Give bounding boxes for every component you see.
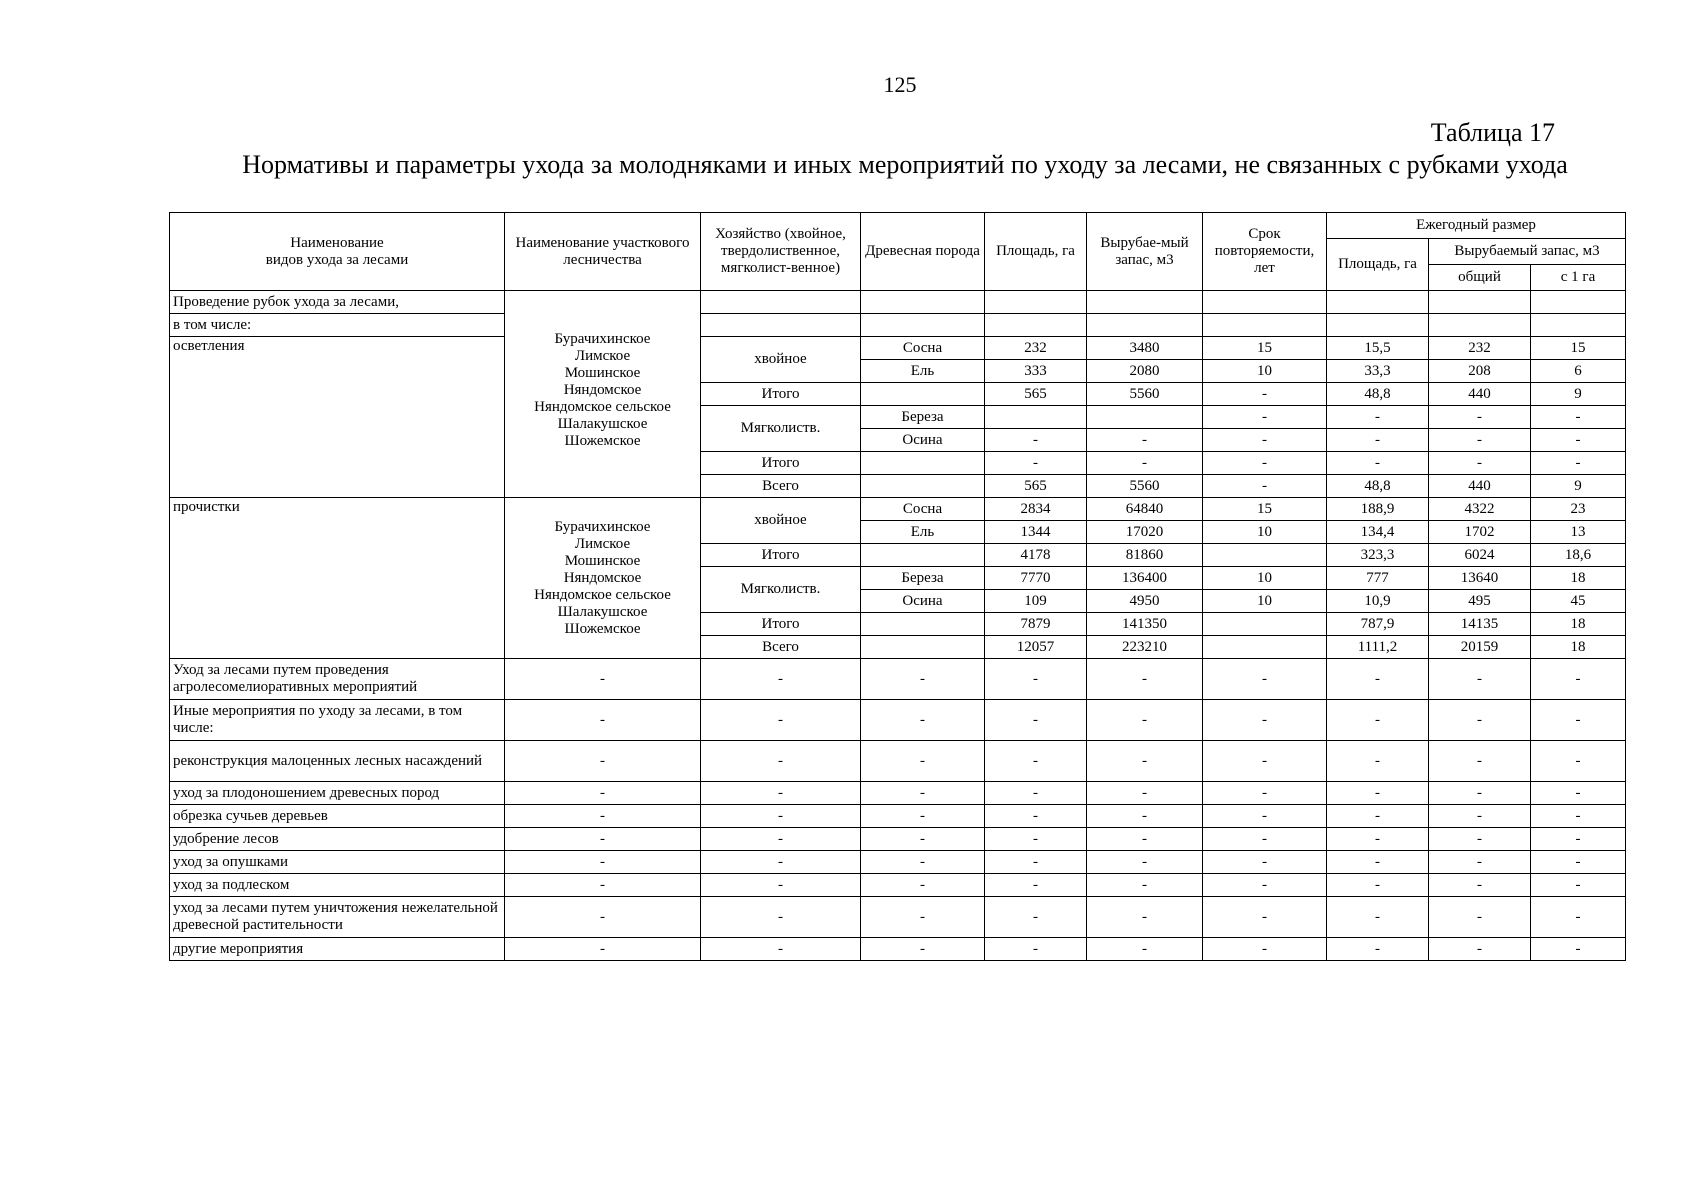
value-cell: 18 — [1531, 613, 1626, 636]
value-cell: - — [1087, 828, 1203, 851]
value-cell: - — [1327, 805, 1429, 828]
value-cell: - — [1087, 700, 1203, 741]
value-cell: 208 — [1429, 360, 1531, 383]
species-cell: Ель — [861, 521, 985, 544]
value-cell: 1344 — [985, 521, 1087, 544]
value-cell: 4950 — [1087, 590, 1203, 613]
value-cell: 45 — [1531, 590, 1626, 613]
value-cell: - — [1429, 874, 1531, 897]
value-cell: 14135 — [1429, 613, 1531, 636]
value-cell: 2834 — [985, 498, 1087, 521]
value-cell: 232 — [1429, 337, 1531, 360]
value-cell: 10 — [1203, 360, 1327, 383]
value-cell: - — [1087, 851, 1203, 874]
value-cell: 6024 — [1429, 544, 1531, 567]
value-cell: - — [701, 659, 861, 700]
value-cell: - — [985, 782, 1087, 805]
value-cell: 223210 — [1087, 636, 1203, 659]
value-cell: - — [985, 429, 1087, 452]
table-row — [170, 337, 1626, 360]
value-cell: 3480 — [1087, 337, 1203, 360]
value-cell: - — [505, 938, 701, 961]
value-cell: - — [1429, 406, 1531, 429]
value-cell: 13 — [1531, 521, 1626, 544]
species-cell: Осина — [861, 429, 985, 452]
table-cell — [1531, 314, 1626, 337]
species-cell — [861, 475, 985, 498]
value-cell — [1203, 613, 1327, 636]
value-cell: 15 — [1203, 498, 1327, 521]
species-cell: Береза — [861, 406, 985, 429]
header-period: Срок повторяемости, лет — [1203, 213, 1327, 291]
row-label: Проведение рубок ухода за лесами, — [170, 291, 505, 314]
value-cell: - — [1531, 429, 1626, 452]
species-cell — [861, 544, 985, 567]
row-label: Уход за лесами путем проведения агролесомелиоративных мероприятий — [170, 659, 505, 700]
value-cell: 188,9 — [1327, 498, 1429, 521]
table-title: Нормативы и параметры ухода за молодняками и иных мероприятий по уходу за лесами, не связанных с рубками ухода — [242, 150, 1568, 179]
value-cell: - — [1429, 659, 1531, 700]
table-cell — [1327, 291, 1429, 314]
header-annual: Ежегодный размер — [1327, 213, 1626, 239]
value-cell: - — [701, 741, 861, 782]
value-cell: - — [1203, 897, 1327, 938]
value-cell: - — [1203, 851, 1327, 874]
value-cell: 9 — [1531, 383, 1626, 406]
value-cell: - — [701, 851, 861, 874]
value-cell: - — [1203, 475, 1327, 498]
value-cell: - — [1531, 851, 1626, 874]
value-cell: 18 — [1531, 636, 1626, 659]
header-farm: Хозяйство (хвойное, твердолиственное, мягколист-венное) — [701, 213, 861, 291]
table-row — [170, 874, 1626, 897]
value-cell: - — [985, 741, 1087, 782]
value-cell: - — [1327, 700, 1429, 741]
value-cell: - — [1087, 938, 1203, 961]
value-cell: 6 — [1531, 360, 1626, 383]
value-cell: - — [985, 452, 1087, 475]
value-cell: 18,6 — [1531, 544, 1626, 567]
value-cell: 15,5 — [1327, 337, 1429, 360]
forest-care-table — [169, 212, 1626, 961]
value-cell: - — [701, 938, 861, 961]
value-cell: 33,3 — [1327, 360, 1429, 383]
value-cell: 1111,2 — [1327, 636, 1429, 659]
value-cell: 23 — [1531, 498, 1626, 521]
header-name: Наименование видов ухода за лесами — [170, 213, 505, 291]
value-cell: 4178 — [985, 544, 1087, 567]
value-cell: - — [1087, 805, 1203, 828]
value-cell: - — [861, 828, 985, 851]
value-cell: - — [1531, 828, 1626, 851]
value-cell: - — [1531, 452, 1626, 475]
value-cell: - — [1203, 429, 1327, 452]
value-cell: 7770 — [985, 567, 1087, 590]
value-cell: 136400 — [1087, 567, 1203, 590]
row-label: уход за опушками — [170, 851, 505, 874]
header-area: Площадь, га — [985, 213, 1087, 291]
subtotal-label: Итого — [701, 452, 861, 475]
table-cell — [1531, 291, 1626, 314]
value-cell: - — [1087, 741, 1203, 782]
row-label: удобрение лесов — [170, 828, 505, 851]
value-cell: - — [505, 659, 701, 700]
table-cell — [1203, 291, 1327, 314]
value-cell: - — [1531, 938, 1626, 961]
table-cell — [1429, 314, 1531, 337]
value-cell: - — [1087, 897, 1203, 938]
value-cell: - — [861, 874, 985, 897]
value-cell: - — [1531, 741, 1626, 782]
farm-cell: Мягколиств. — [701, 406, 861, 452]
table-cell — [1203, 314, 1327, 337]
value-cell: 7879 — [985, 613, 1087, 636]
value-cell: - — [985, 659, 1087, 700]
value-cell: 232 — [985, 337, 1087, 360]
value-cell: - — [1203, 874, 1327, 897]
value-cell: - — [861, 782, 985, 805]
species-cell — [861, 383, 985, 406]
value-cell: 48,8 — [1327, 383, 1429, 406]
value-cell: 10 — [1203, 590, 1327, 613]
value-cell: - — [1327, 897, 1429, 938]
header-forestry: Наименование участкового лесничества — [505, 213, 701, 291]
farm-cell: хвойное — [701, 498, 861, 544]
value-cell: - — [861, 805, 985, 828]
species-cell: Сосна — [861, 498, 985, 521]
value-cell: 777 — [1327, 567, 1429, 590]
value-cell: 134,4 — [1327, 521, 1429, 544]
value-cell: - — [985, 805, 1087, 828]
header-species: Древесная порода — [861, 213, 985, 291]
value-cell: - — [1429, 851, 1531, 874]
subtotal-label: Итого — [701, 383, 861, 406]
value-cell: - — [505, 700, 701, 741]
row-label: прочистки — [170, 498, 505, 659]
value-cell: - — [1531, 700, 1626, 741]
header-per-ha: с 1 га — [1531, 265, 1626, 291]
value-cell: - — [1327, 938, 1429, 961]
value-cell: - — [1203, 406, 1327, 429]
value-cell: - — [505, 851, 701, 874]
value-cell: - — [505, 741, 701, 782]
table-cell — [1327, 314, 1429, 337]
value-cell — [1087, 406, 1203, 429]
row-label: осветления — [170, 337, 505, 498]
species-cell: Осина — [861, 590, 985, 613]
value-cell: - — [1203, 700, 1327, 741]
row-label: уход за подлеском — [170, 874, 505, 897]
value-cell: - — [1327, 741, 1429, 782]
value-cell: 12057 — [985, 636, 1087, 659]
table-row — [170, 938, 1626, 961]
species-cell — [861, 452, 985, 475]
value-cell: - — [1327, 874, 1429, 897]
value-cell: - — [1327, 851, 1429, 874]
table-row — [170, 782, 1626, 805]
value-cell: - — [1087, 659, 1203, 700]
value-cell: 333 — [985, 360, 1087, 383]
value-cell: 323,3 — [1327, 544, 1429, 567]
value-cell: - — [1203, 782, 1327, 805]
value-cell: - — [1429, 782, 1531, 805]
table-row — [170, 828, 1626, 851]
table-cell — [701, 291, 861, 314]
value-cell: - — [985, 874, 1087, 897]
value-cell: 64840 — [1087, 498, 1203, 521]
value-cell: 13640 — [1429, 567, 1531, 590]
table-row — [170, 659, 1626, 700]
table-row — [170, 897, 1626, 938]
row-label: уход за плодоношением древесных пород — [170, 782, 505, 805]
table-row — [170, 805, 1626, 828]
value-cell: 109 — [985, 590, 1087, 613]
value-cell: 5560 — [1087, 383, 1203, 406]
table-cell — [1087, 314, 1203, 337]
species-cell: Сосна — [861, 337, 985, 360]
row-label: обрезка сучьев деревьев — [170, 805, 505, 828]
value-cell: - — [701, 874, 861, 897]
table-cell — [1087, 291, 1203, 314]
farm-cell: хвойное — [701, 337, 861, 383]
value-cell: - — [985, 828, 1087, 851]
header-stock: Вырубае-мый запас, м3 — [1087, 213, 1203, 291]
value-cell: - — [1203, 828, 1327, 851]
value-cell: - — [1327, 452, 1429, 475]
value-cell: - — [701, 897, 861, 938]
row-label: другие мероприятия — [170, 938, 505, 961]
value-cell: - — [1531, 406, 1626, 429]
row-label: уход за лесами путем уничтожения нежелательной древесной растительности — [170, 897, 505, 938]
value-cell: - — [1429, 828, 1531, 851]
value-cell: - — [861, 659, 985, 700]
value-cell: - — [1429, 700, 1531, 741]
species-cell: Ель — [861, 360, 985, 383]
value-cell: 81860 — [1087, 544, 1203, 567]
value-cell: - — [1203, 383, 1327, 406]
value-cell: - — [701, 805, 861, 828]
value-cell: - — [505, 828, 701, 851]
value-cell: - — [861, 700, 985, 741]
value-cell: 565 — [985, 475, 1087, 498]
header-total: общий — [1429, 265, 1531, 291]
value-cell: - — [505, 805, 701, 828]
value-cell: - — [1203, 452, 1327, 475]
value-cell: - — [1203, 805, 1327, 828]
value-cell: - — [1087, 782, 1203, 805]
value-cell: - — [861, 741, 985, 782]
value-cell: - — [985, 700, 1087, 741]
table-cell — [1429, 291, 1531, 314]
table-row — [170, 498, 1626, 521]
value-cell: 4322 — [1429, 498, 1531, 521]
value-cell: - — [1531, 874, 1626, 897]
value-cell: 10,9 — [1327, 590, 1429, 613]
value-cell — [1203, 544, 1327, 567]
total-label: Всего — [701, 475, 861, 498]
forestry-list: Бурачихинское Лимское Мошинское Няндомское Няндомское сельское Шалакушское Шожемское — [505, 291, 701, 498]
value-cell: 1702 — [1429, 521, 1531, 544]
table-cell — [861, 314, 985, 337]
value-cell — [985, 406, 1087, 429]
value-cell: - — [1327, 782, 1429, 805]
page-number: 125 — [883, 72, 917, 97]
value-cell: 141350 — [1087, 613, 1203, 636]
table-row — [170, 291, 1626, 314]
value-cell: - — [1087, 429, 1203, 452]
value-cell: - — [861, 851, 985, 874]
species-cell — [861, 636, 985, 659]
value-cell: - — [1531, 805, 1626, 828]
value-cell: 15 — [1531, 337, 1626, 360]
value-cell: - — [1327, 828, 1429, 851]
species-cell: Береза — [861, 567, 985, 590]
row-label: Иные мероприятия по уходу за лесами, в том числе: — [170, 700, 505, 741]
value-cell: 15 — [1203, 337, 1327, 360]
row-label: реконструкция малоценных лесных насаждений — [170, 741, 505, 782]
forestry-list: Бурачихинское Лимское Мошинское Няндомское Няндомское сельское Шалакушское Шожемское — [505, 498, 701, 659]
value-cell: 18 — [1531, 567, 1626, 590]
table-row — [170, 851, 1626, 874]
table-cell — [985, 291, 1087, 314]
total-label: Всего — [701, 636, 861, 659]
value-cell: - — [701, 782, 861, 805]
value-cell: - — [505, 897, 701, 938]
farm-cell: Мягколиств. — [701, 567, 861, 613]
table-row — [170, 741, 1626, 782]
row-label: в том числе: — [170, 314, 505, 337]
value-cell: - — [1429, 741, 1531, 782]
value-cell: - — [985, 897, 1087, 938]
value-cell: 440 — [1429, 475, 1531, 498]
subtotal-label: Итого — [701, 613, 861, 636]
value-cell: - — [1327, 659, 1429, 700]
value-cell: - — [1203, 741, 1327, 782]
value-cell: - — [1087, 452, 1203, 475]
table-cell — [985, 314, 1087, 337]
value-cell: - — [1429, 897, 1531, 938]
header-annual-area: Площадь, га — [1327, 239, 1429, 291]
value-cell: - — [1429, 938, 1531, 961]
value-cell: - — [701, 700, 861, 741]
value-cell: - — [505, 874, 701, 897]
value-cell: 565 — [985, 383, 1087, 406]
value-cell: 48,8 — [1327, 475, 1429, 498]
value-cell: - — [985, 851, 1087, 874]
value-cell: 5560 — [1087, 475, 1203, 498]
value-cell: - — [1327, 429, 1429, 452]
value-cell: - — [1087, 874, 1203, 897]
value-cell: - — [1327, 406, 1429, 429]
table-cell — [701, 314, 861, 337]
table-cell — [861, 291, 985, 314]
value-cell: 2080 — [1087, 360, 1203, 383]
value-cell: - — [861, 897, 985, 938]
value-cell: - — [861, 938, 985, 961]
value-cell: 10 — [1203, 567, 1327, 590]
species-cell — [861, 613, 985, 636]
table-row — [170, 700, 1626, 741]
value-cell: 20159 — [1429, 636, 1531, 659]
table-label: Таблица 17 — [1430, 118, 1555, 147]
subtotal-label: Итого — [701, 544, 861, 567]
value-cell: - — [701, 828, 861, 851]
value-cell: 10 — [1203, 521, 1327, 544]
value-cell: 9 — [1531, 475, 1626, 498]
value-cell: - — [1429, 805, 1531, 828]
value-cell: 787,9 — [1327, 613, 1429, 636]
value-cell: 495 — [1429, 590, 1531, 613]
value-cell: - — [1429, 429, 1531, 452]
header-annual-stock: Вырубаемый запас, м3 — [1429, 239, 1626, 265]
value-cell: - — [1531, 659, 1626, 700]
value-cell: - — [505, 782, 701, 805]
value-cell: - — [1429, 452, 1531, 475]
value-cell: 17020 — [1087, 521, 1203, 544]
value-cell — [1203, 636, 1327, 659]
value-cell: - — [1203, 659, 1327, 700]
value-cell: - — [1203, 938, 1327, 961]
value-cell: - — [1531, 782, 1626, 805]
value-cell: - — [1531, 897, 1626, 938]
table-row — [170, 314, 1626, 337]
value-cell: 440 — [1429, 383, 1531, 406]
value-cell: - — [985, 938, 1087, 961]
